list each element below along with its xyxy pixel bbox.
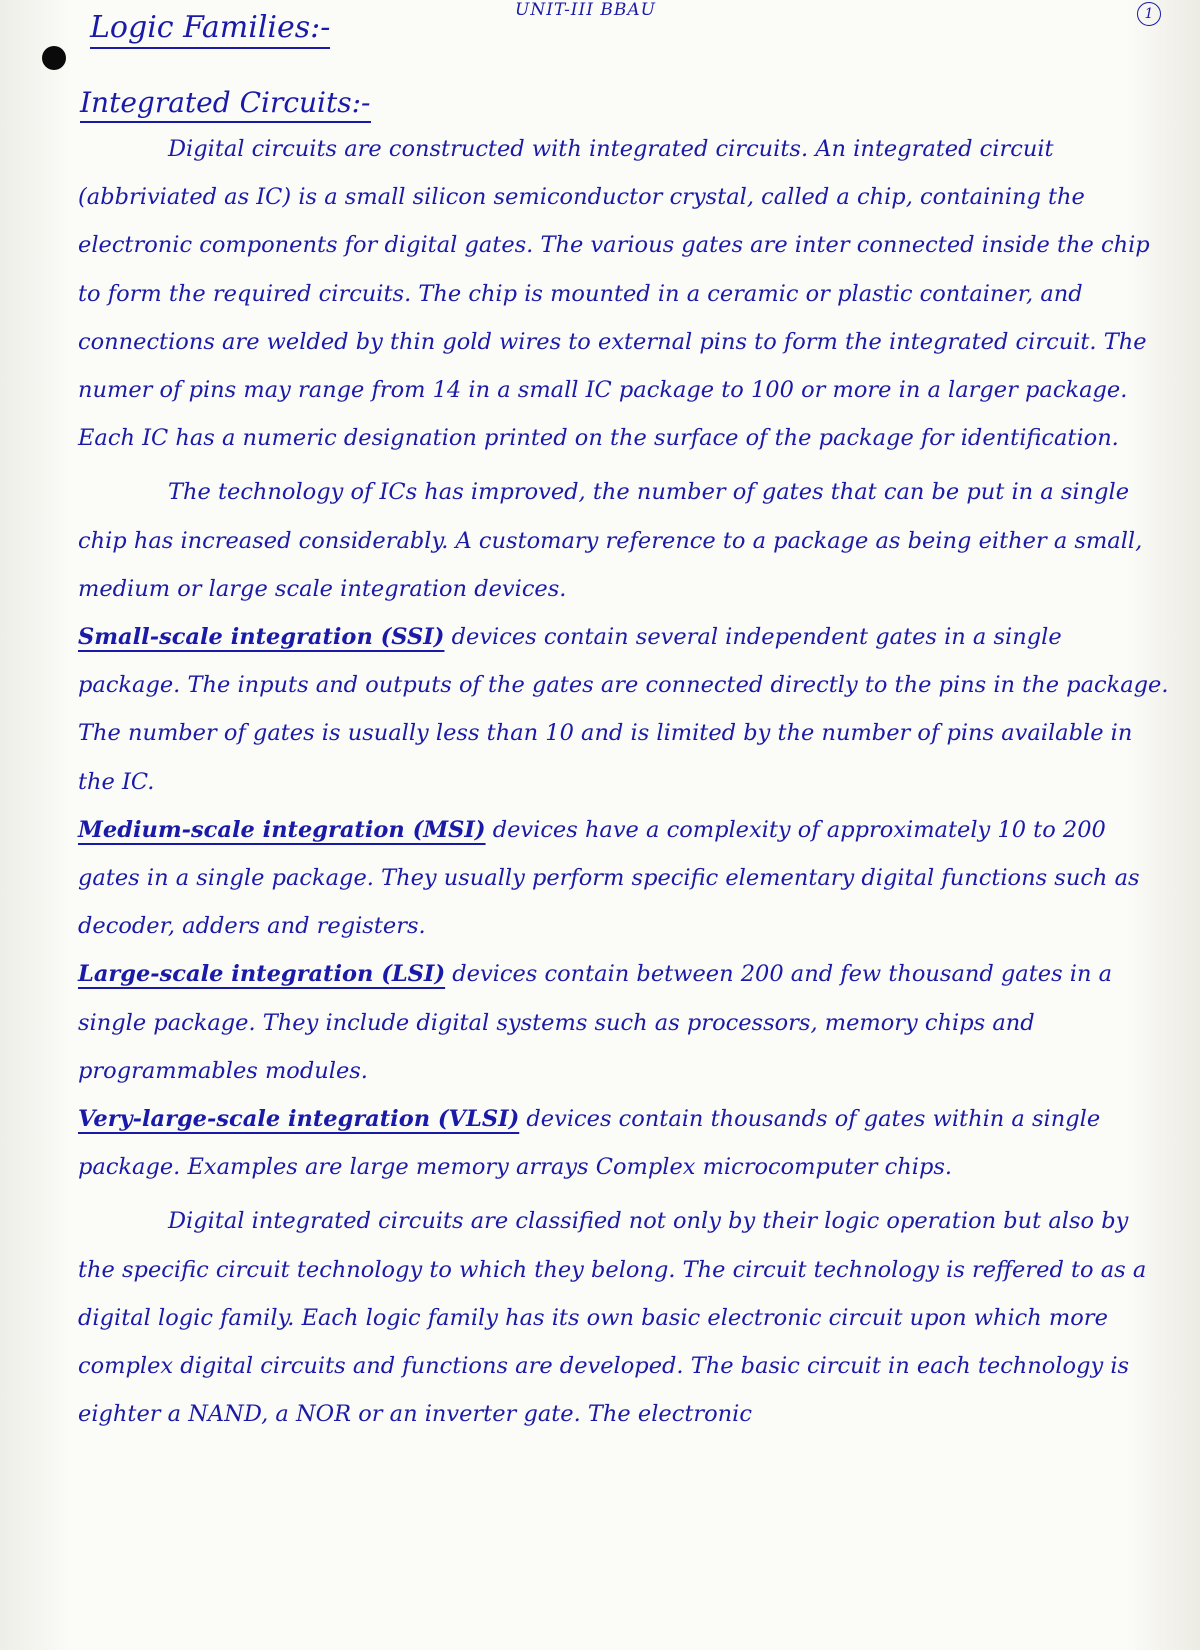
section-heading: Integrated Circuits:- [80, 86, 371, 123]
punch-hole [42, 46, 66, 70]
vlsi-description: devices contain thousands of gates within a single package. Examples are large memory arrays Complex microcomputer chips. [78, 1106, 1101, 1181]
paragraph-lsi [78, 950, 1170, 1095]
unit-label: UNIT-III BBAU [515, 0, 656, 20]
term-ssi: Small-scale integration (SSI) [78, 624, 445, 651]
paragraph-vlsi [78, 1095, 1170, 1191]
page-title: Logic Families:- [90, 10, 330, 49]
msi-description: devices have a complexity of approximately 10 to 200 gates in a single package. They usually perform specific elementary digital functions such as decoder, adders and registers. [78, 816, 1140, 940]
term-msi: Medium-scale integration (MSI) [78, 816, 486, 843]
paragraph-logic-family: Digital integrated circuits are classified not only by their logic operation but also by the specific circuit technology to which they belong. The circuit technology is reffered to as a digital logic family. Each logic family has its own basic electronic circuit upon which more complex digital circuits and functions are developed. The basic circuit in each technology is eighter a NAND, a NOR or an inverter gate. The electronic [78, 1208, 1147, 1428]
paragraph-ic-technology: The technology of ICs has improved, the number of gates that can be put in a single chip has increased considerably. A customary reference to a package as being either a small, medium or large scale integration devices. [78, 479, 1143, 602]
term-lsi: Large-scale integration (LSI) [78, 961, 446, 988]
paragraph-ssi [78, 613, 1170, 806]
lsi-description: devices contain between 200 and few thousand gates in a single package. They include digital systems such as processors, memory chips and programmables modules. [78, 961, 1113, 1084]
page-number: 1 [1137, 2, 1161, 26]
paragraph-ic-intro: Digital circuits are constructed with integrated circuits. An integrated circuit (abbriviated as IC) is a small silicon semiconductor crystal, called a chip, containing the electronic components for digital gates. The various gates are inter connected inside the chip to form the required circuits. The chip is mounted in a ceramic or plastic container, and connections are welded by thin gold wires to external pins to form the integrated circuit. The numer of pins may range from 14 in a small IC package to 100 or more in a larger package. Each IC has a numeric designation printed on the surface of the package for identification. [78, 136, 1150, 452]
term-vlsi: Very-large-scale integration (VLSI) [78, 1106, 520, 1133]
paragraph-msi [78, 806, 1170, 951]
notes-body [78, 125, 1170, 1438]
ssi-description: devices contain several independent gates in a single package. The inputs and outputs of the gates are connected directly to the pins in the package. The number of gates is usually less than 10 and is limited by the number of pins available in the IC. [78, 624, 1169, 795]
